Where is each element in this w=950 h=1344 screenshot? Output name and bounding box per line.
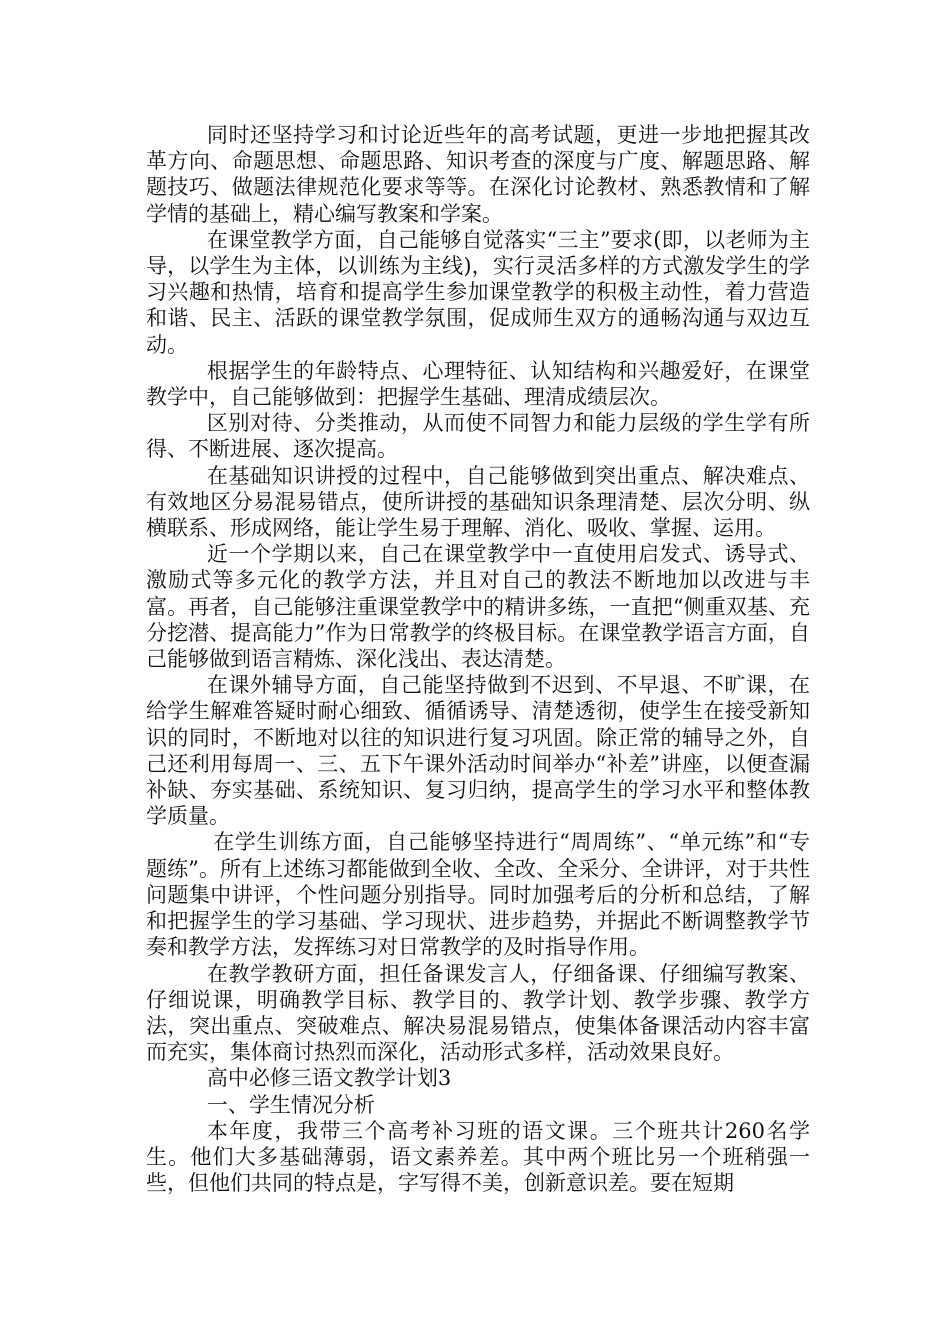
paragraph-student-training: 在学生训练方面，自己能够坚持进行“周周练”、“单元练”和“专题练”。所有上述练习都能做到全收、全改、全采分、全讲评，对于共性问题集中讲评，个性问题分别指导。同时加强考后的分析和总结，了解和把握学生的学习基础、学习现状、进步趋势，并据此不断调整教学节奏和教学方法，发挥练习对日常教学的及时指导作用。 bbox=[146, 830, 810, 960]
paragraph-basic-knowledge: 在基础知识讲授的过程中，自己能够做到突出重点、解决难点、有效地区分易混易错点，使所讲授的基础知识条理清楚、层次分明、纵横联系、形成网络，能让学生易于理解、消化、吸收、掌握、运用。 bbox=[146, 463, 810, 541]
section-heading: 一、学生情况分析 bbox=[206, 1092, 375, 1117]
paragraph-exam-study: 同时还坚持学习和讨论近些年的高考试题，更进一步地把握其改革方向、命题思想、命题思路、知识考查的深度与广度、解题思路、解题技巧、做题法律规范化要求等等。在深化讨论教材、熟悉教情和了解学情的基础上，精心编写教案和学案。 bbox=[146, 123, 810, 226]
paragraph-differentiated-teaching: 区别对待、分类推动，从而使不同智力和能力层级的学生学有所得、不断进展、逐次提高。 bbox=[146, 411, 810, 462]
paragraph-teaching-research: 在教学教研方面，担任备课发言人，仔细备课、仔细编写教案、仔细说课，明确教学目标、教学目的、教学计划、教学步骤、教学方法，突出重点、突破难点、解决易混易错点，使集体备课活动内容丰富而充实，集体商讨热烈而深化，活动形式多样，活动效果良好。 bbox=[146, 961, 810, 1065]
paragraph-teaching-methods: 近一个学期以来，自己在课堂教学中一直使用启发式、诱导式、激励式等多元化的教学方法，并且对自己的教法不断地加以改进与丰富。再者，自己能够注重课堂教学中的精讲多练，一直把“侧重双基、充分挖潜、提高能力”作为日常教学的终极目标。在课堂教学语言方面，自己能够做到语言精炼、深化浅出、表达清楚。 bbox=[146, 542, 810, 672]
paragraph-classroom-teaching: 在课堂教学方面，自己能够自觉落实“三主”要求(即，以老师为主导，以学生为主体，以训练为主线)，实行灵活多样的方式激发学生的学习兴趣和热情，培育和提高学生参加课堂教学的积极主动性，着力营造和谐、民主、活跃的课堂教学氛围，促成师生双方的通畅沟通与双边互动。 bbox=[146, 227, 810, 357]
section-title: 高中必修三语文教学计划3 bbox=[206, 1066, 452, 1091]
paragraph-student-characteristics: 根据学生的年龄特点、心理特征、认知结构和兴趣爱好，在课堂教学中，自己能够做到：把握学生基础、理清成绩层次。 bbox=[146, 358, 810, 410]
paragraph-extracurricular-tutoring: 在课外辅导方面，自己能坚持做到不迟到、不早退、不旷课，在给学生解难答疑时耐心细致、循循诱导、清楚透彻，使学生在接受新知识的同时，不断地对以往的知识进行复习巩固。除正常的辅导之外，自己还利用每周一、三、五下午课外活动时间举办“补差”讲座，以便查漏补缺、夯实基础、系统知识、复习归纳，提高学生的学习水平和整体教学质量。 bbox=[146, 673, 810, 829]
paragraph-student-analysis: 本年度，我带三个高考补习班的语文课。三个班共计260名学生。他们大多基础薄弱，语文素养差。其中两个班比另一个班稍强一些，但他们共同的特点是，字写得不美，创新意识差。要在短期 bbox=[146, 1118, 810, 1196]
document-body bbox=[146, 122, 810, 1196]
